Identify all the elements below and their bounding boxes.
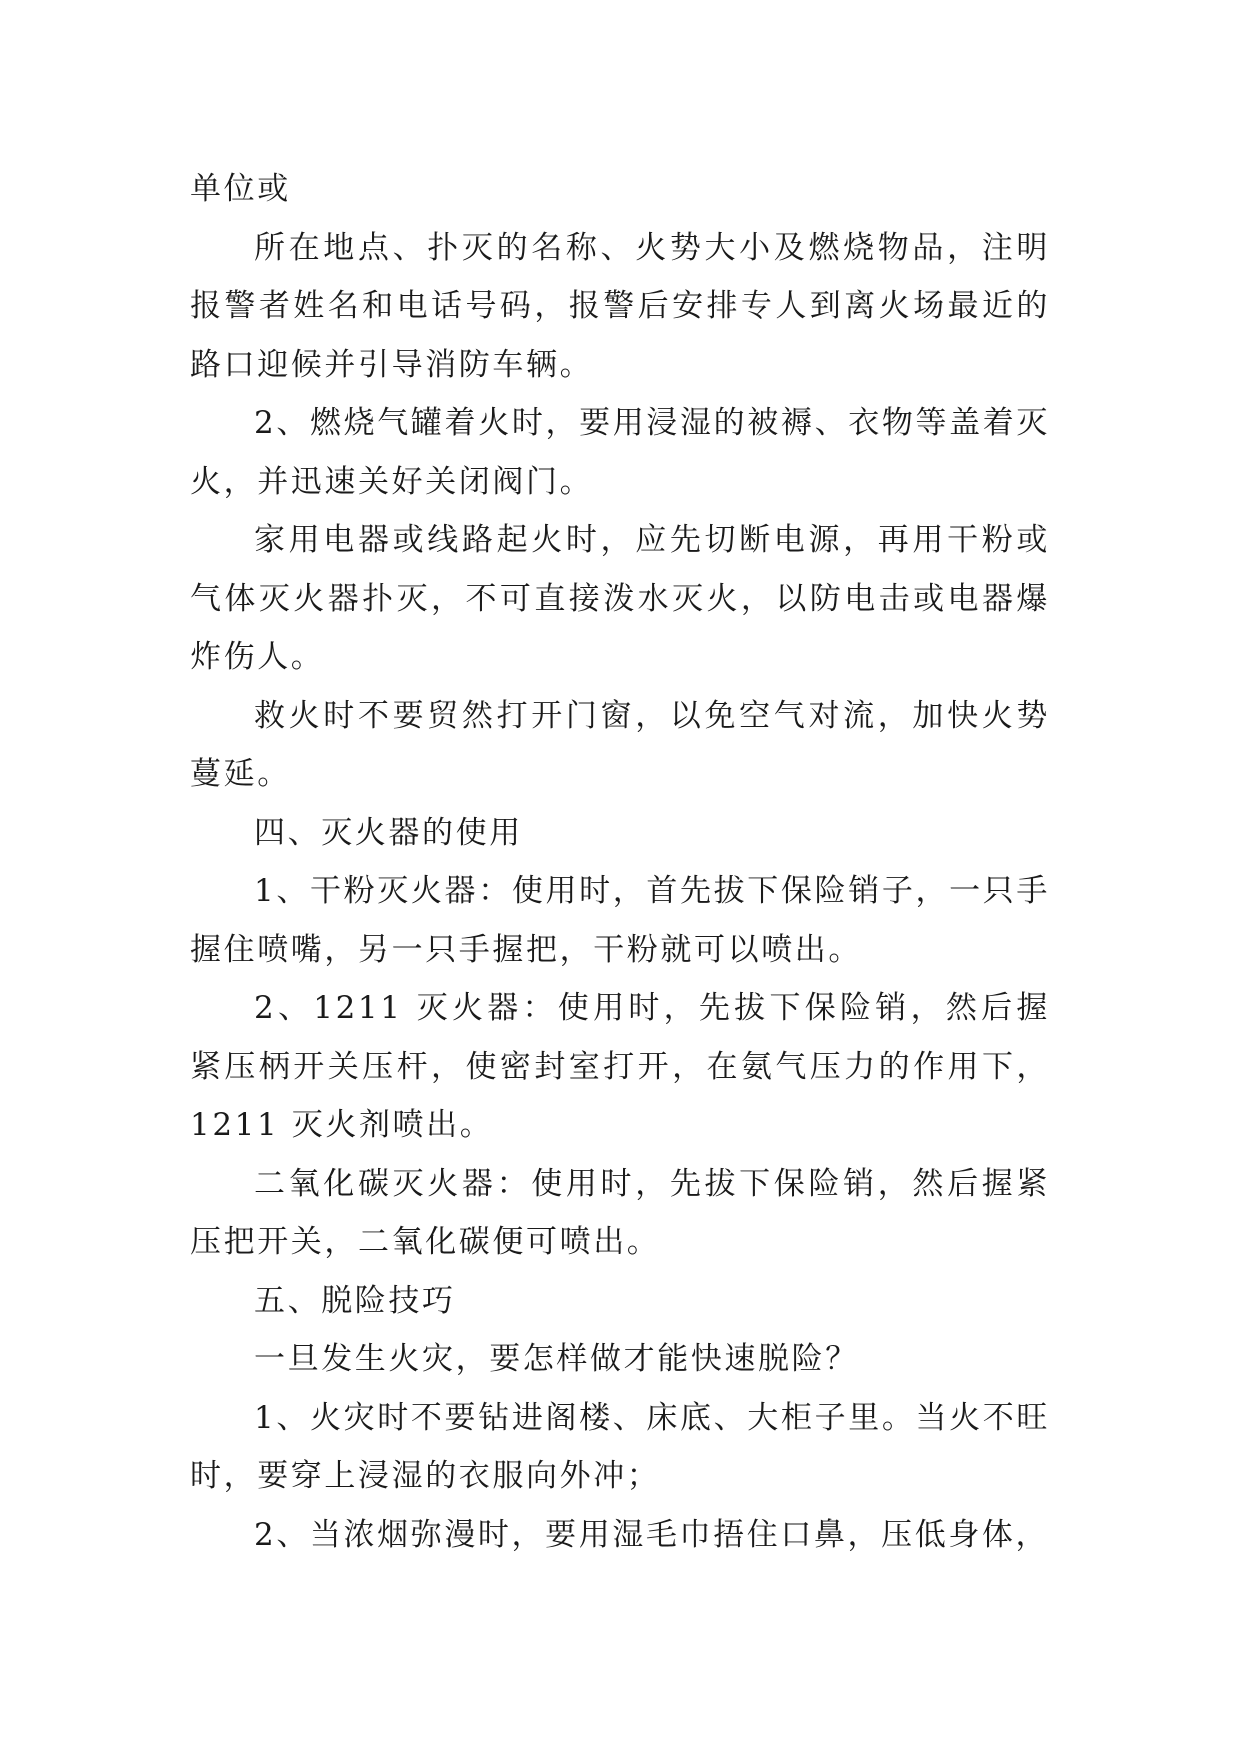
section-heading: 五、脱险技巧	[254, 1282, 456, 1319]
document-body	[190, 160, 1050, 1564]
paragraph: 1、干粉灭火器：使用时，首先拔下保险销子，一只手握住喷嘴，另一只手握把，干粉就可以喷出。	[190, 873, 1050, 968]
paragraph: 2、1211 灭火器：使用时，先拔下保险销，然后握紧压柄开关压杆，使密封室打开，在氨气压力的作用下，1211 灭火剂喷出。	[190, 990, 1050, 1143]
paragraph: 救火时不要贸然打开门窗，以免空气对流，加快火势蔓延。	[190, 697, 1050, 792]
paragraph: 2、燃烧气罐着火时，要用浸湿的被褥、衣物等盖着灭火，并迅速关好关闭阀门。	[190, 405, 1050, 500]
paragraph: 家用电器或线路起火时，应先切断电源，再用干粉或气体灭火器扑灭，不可直接泼水灭火，以防电击或电器爆炸伤人。	[190, 522, 1050, 675]
paragraph: 单位或	[190, 171, 291, 207]
paragraph: 2、当浓烟弥漫时，要用湿毛巾捂住口鼻，压低身体，	[254, 1516, 1050, 1553]
section-heading: 四、灭火器的使用	[254, 814, 523, 851]
paragraph: 一旦发生火灾，要怎样做才能快速脱险？	[254, 1341, 859, 1377]
paragraph: 所在地点、扑灭的名称、火势大小及燃烧物品，注明报警者姓名和电话号码，报警后安排专人到离火场最近的路口迎候并引导消防车辆。	[190, 229, 1050, 383]
paragraph: 二氧化碳灭火器：使用时，先拔下保险销，然后握紧压把开关，二氧化碳便可喷出。	[190, 1165, 1050, 1260]
paragraph: 1、火灾时不要钻进阁楼、床底、大柜子里。当火不旺时，要穿上浸湿的衣服向外冲；	[190, 1399, 1050, 1494]
